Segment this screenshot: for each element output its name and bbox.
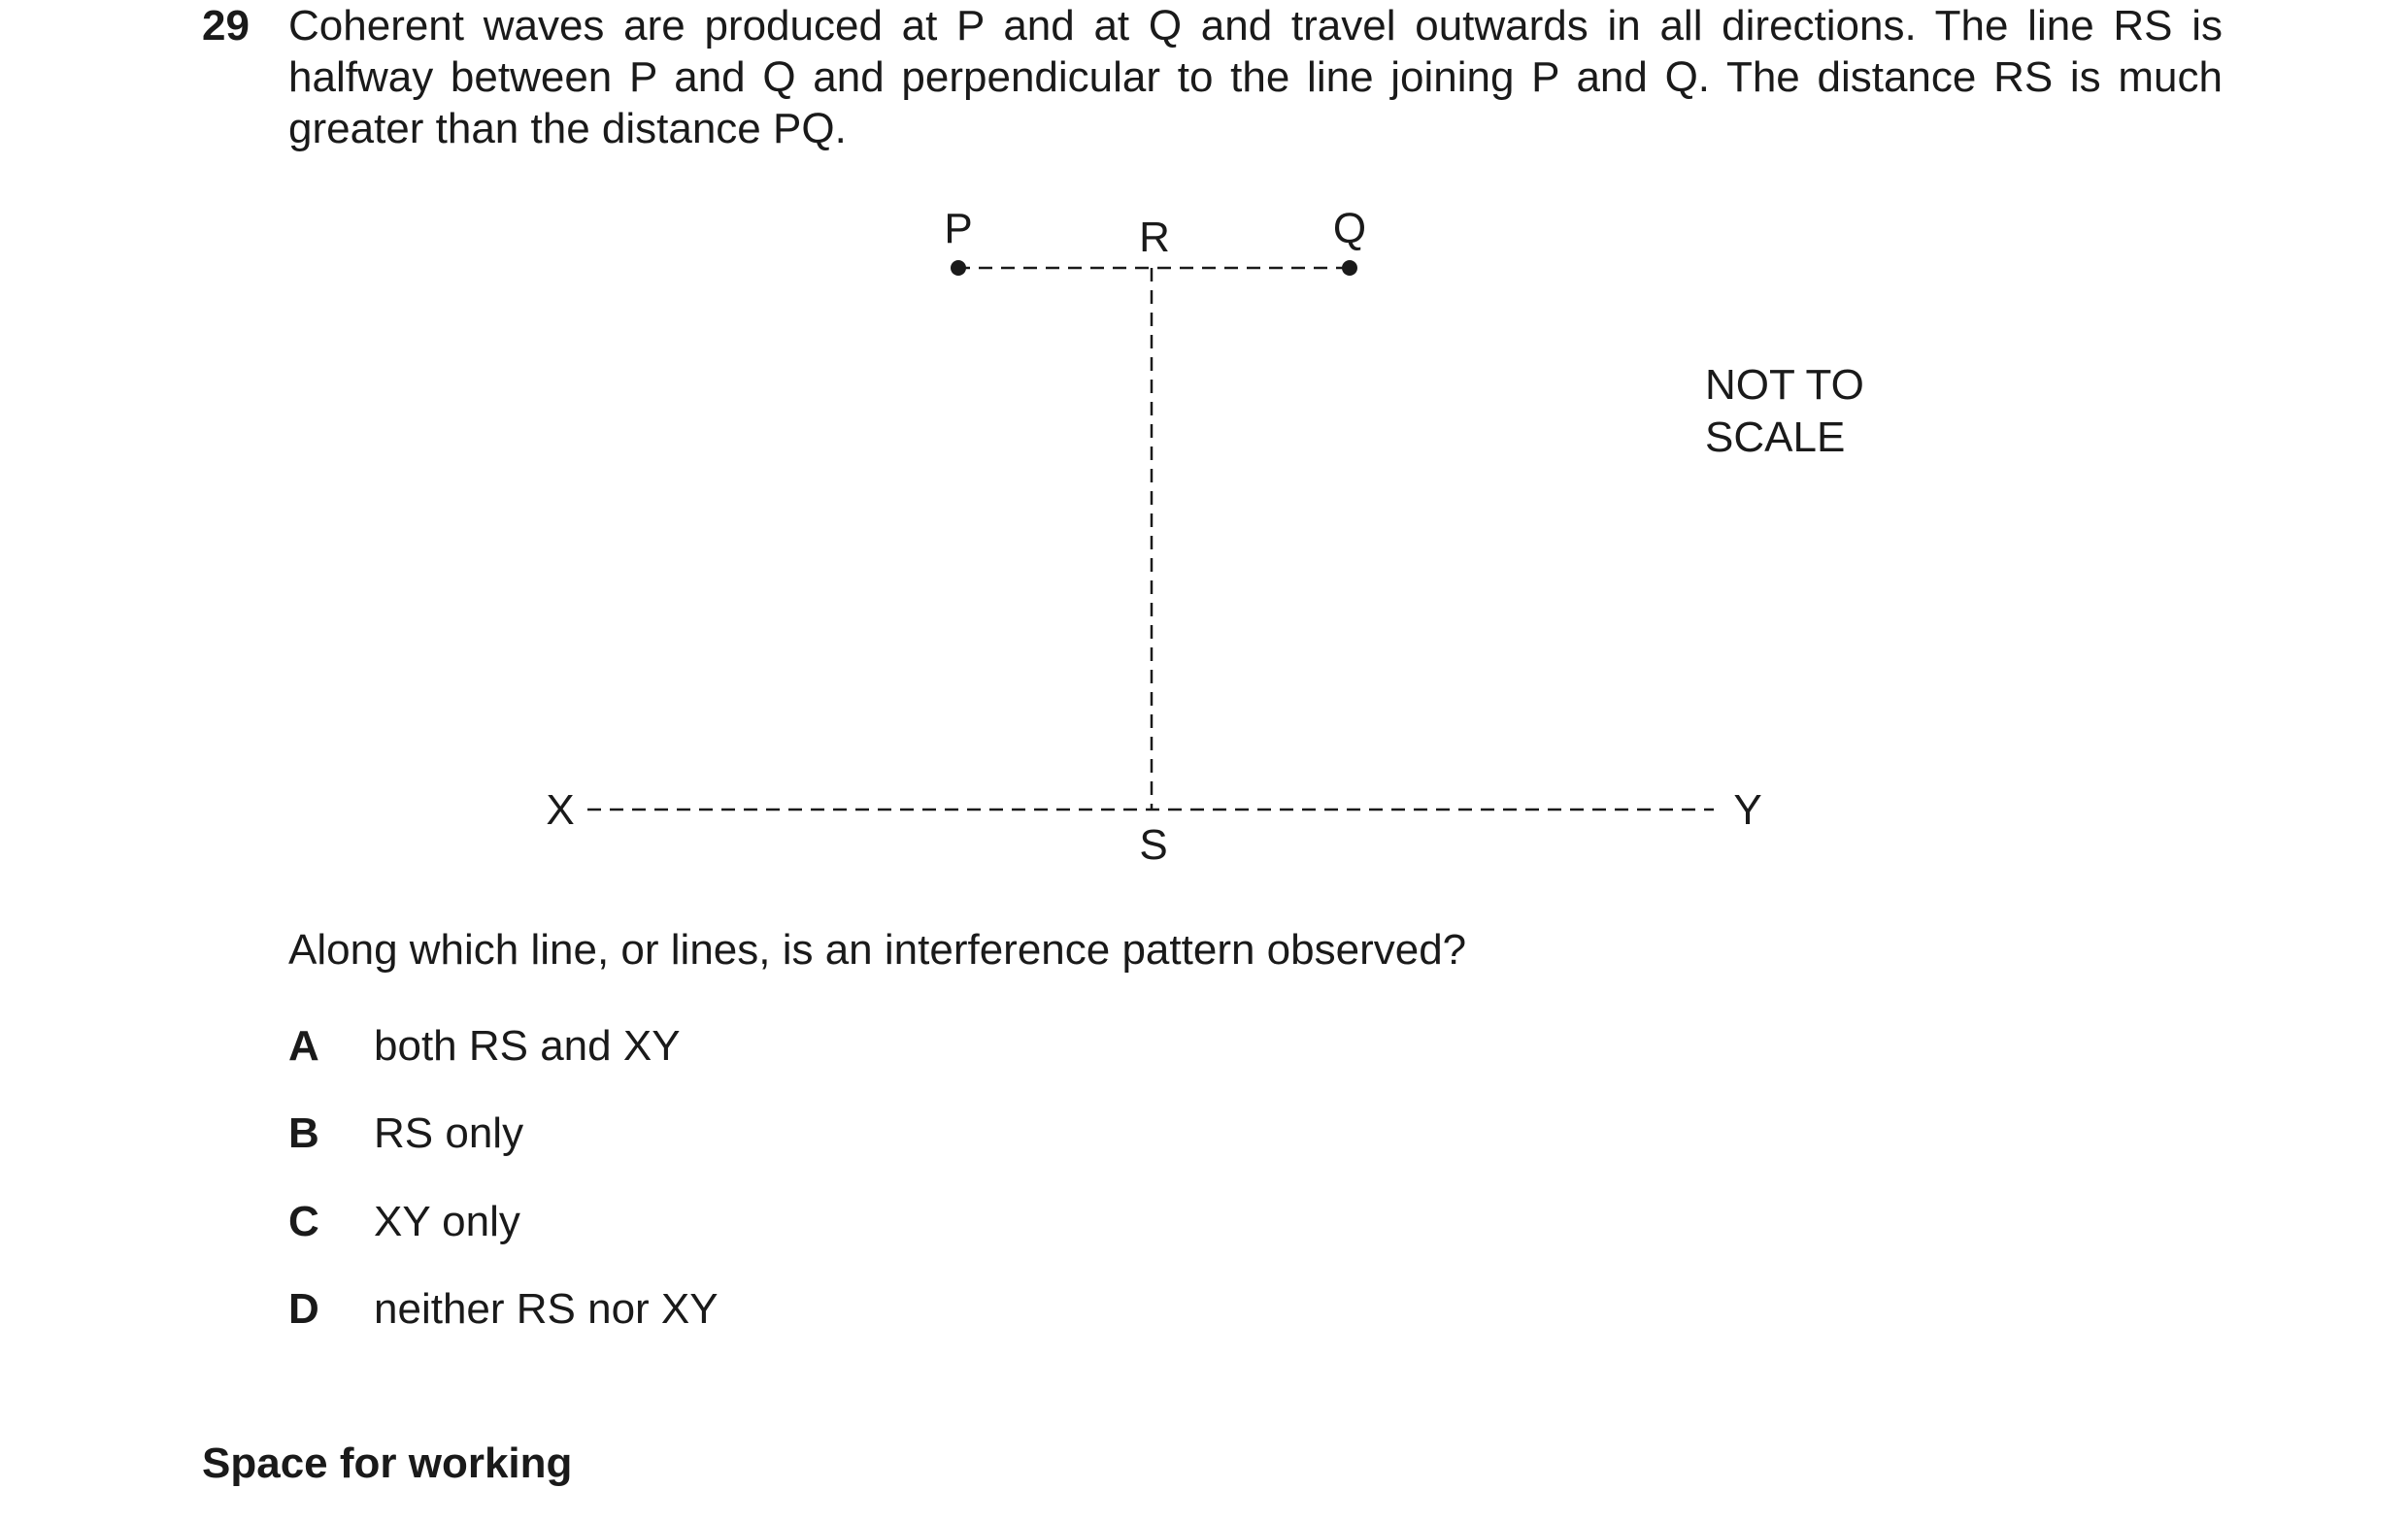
- option-text: RS only: [374, 1109, 524, 1157]
- option-text: XY only: [374, 1198, 520, 1245]
- option-letter: D: [288, 1285, 319, 1333]
- space-for-working-label: Space for working: [202, 1439, 573, 1487]
- source-q-point: [1342, 260, 1357, 276]
- stem-line-1: Coherent waves are produced at P and at Q and travel outwards in all directions. The line RS is: [288, 2, 2223, 50]
- source-p-point: [951, 260, 966, 276]
- question-prompt: Along which line, or lines, is an interference pattern observed?: [288, 926, 1467, 974]
- label-s: S: [1139, 821, 1168, 869]
- label-p: P: [944, 205, 973, 252]
- stem-line-3: greater than the distance PQ.: [288, 105, 847, 152]
- option-text: both RS and XY: [374, 1022, 681, 1070]
- note-line-2: SCALE: [1705, 414, 1846, 461]
- label-x: X: [546, 786, 575, 834]
- note-line-1: NOT TO: [1705, 361, 1864, 409]
- option-letter: C: [288, 1198, 319, 1245]
- option-text: neither RS nor XY: [374, 1285, 719, 1333]
- label-r: R: [1139, 214, 1170, 261]
- option-letter: A: [288, 1022, 319, 1070]
- option-letter: B: [288, 1109, 319, 1157]
- label-y: Y: [1733, 786, 1762, 834]
- stem-line-2: halfway between P and Q and perpendicular to the line joining P and Q. The distance RS is much: [288, 53, 2223, 101]
- question-number: 29: [202, 2, 250, 50]
- label-q: Q: [1332, 205, 1367, 252]
- not-to-scale-note: [1705, 359, 1864, 464]
